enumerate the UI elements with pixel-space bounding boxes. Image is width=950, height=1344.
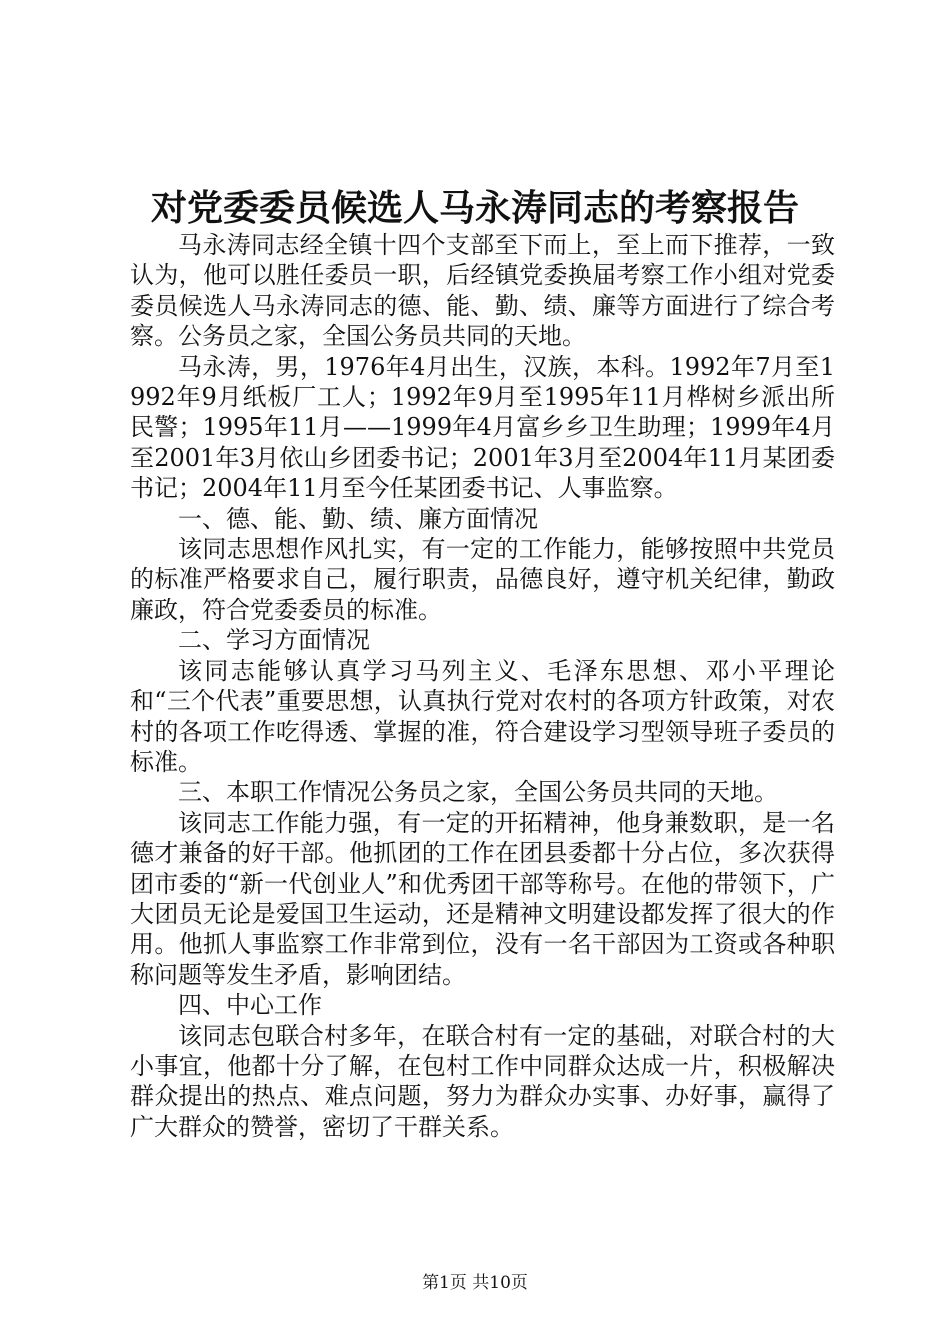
page-number-footer: 第1页 共10页 [422, 1273, 528, 1293]
paragraph-section-2: 该同志能够认真学习马列主义、毛泽东思想、邓小平理论和“三个代表”重要思想，认真执行党对农村的各项方针政策，对农村的各项工作吃得透、掌握的准，符合建设学习型领导班子委员的标准。 [130, 656, 835, 776]
document-title: 对党委委员候选人马永涛同志的考察报告 [150, 187, 799, 229]
section-heading-3: 三、本职工作情况公务员之家，全国公务员共同的天地。 [178, 778, 778, 807]
document-body [130, 230, 835, 1142]
paragraph-section-1: 该同志思想作风扎实，有一定的工作能力，能够按照中共党员的标准严格要求自己，履行职责，品德良好，遵守机关纪律，勤政廉政，符合党委委员的标准。 [130, 535, 835, 624]
paragraph-intro: 马永涛同志经全镇十四个支部至下而上，至上而下推荐，一致认为，他可以胜任委员一职，后经镇党委换届考察工作小组对党委委员候选人马永涛同志的德、能、勤、绩、廉等方面进行了综合考察。公务员之家，全国公务员共同的天地。 [130, 231, 835, 351]
section-heading-2: 二、学习方面情况 [178, 626, 370, 655]
paragraph-resume: 马永涛，男，1976年4月出生，汉族，本科。1992年7月至1992年9月纸板厂工人；1992年9月至1995年11月桦树乡派出所民警；1995年11月——1999年4月富乡乡卫生助理；1999年4月至2001年3月依山乡团委书记；2001年3月至2004年11月某团委书记；2004年11月至今任某团委书记、人事监察。 [130, 352, 835, 503]
paragraph-section-3: 该同志工作能力强，有一定的开拓精神，他身兼数职，是一名德才兼备的好干部。他抓团的工作在团县委都十分占位，多次获得团市委的“新一代创业人”和优秀团干部等称号。在他的带领下，广大团员无论是爱国卫生运动，还是精神文明建设都发挥了很大的作用。他抓人事监察工作非常到位，没有一名干部因为工资或各种职称问题等发生矛盾，影响团结。 [130, 808, 835, 989]
section-heading-1: 一、德、能、勤、绩、廉方面情况 [178, 504, 538, 533]
paragraph-section-4: 该同志包联合村多年，在联合村有一定的基础，对联合村的大小事宜，他都十分了解，在包村工作中同群众达成一片，积极解决群众提出的热点、难点问题，努力为群众办实事、办好事，赢得了广大群众的赞誉，密切了干群关系。 [130, 1021, 835, 1141]
section-heading-4: 四、中心工作 [178, 991, 322, 1020]
